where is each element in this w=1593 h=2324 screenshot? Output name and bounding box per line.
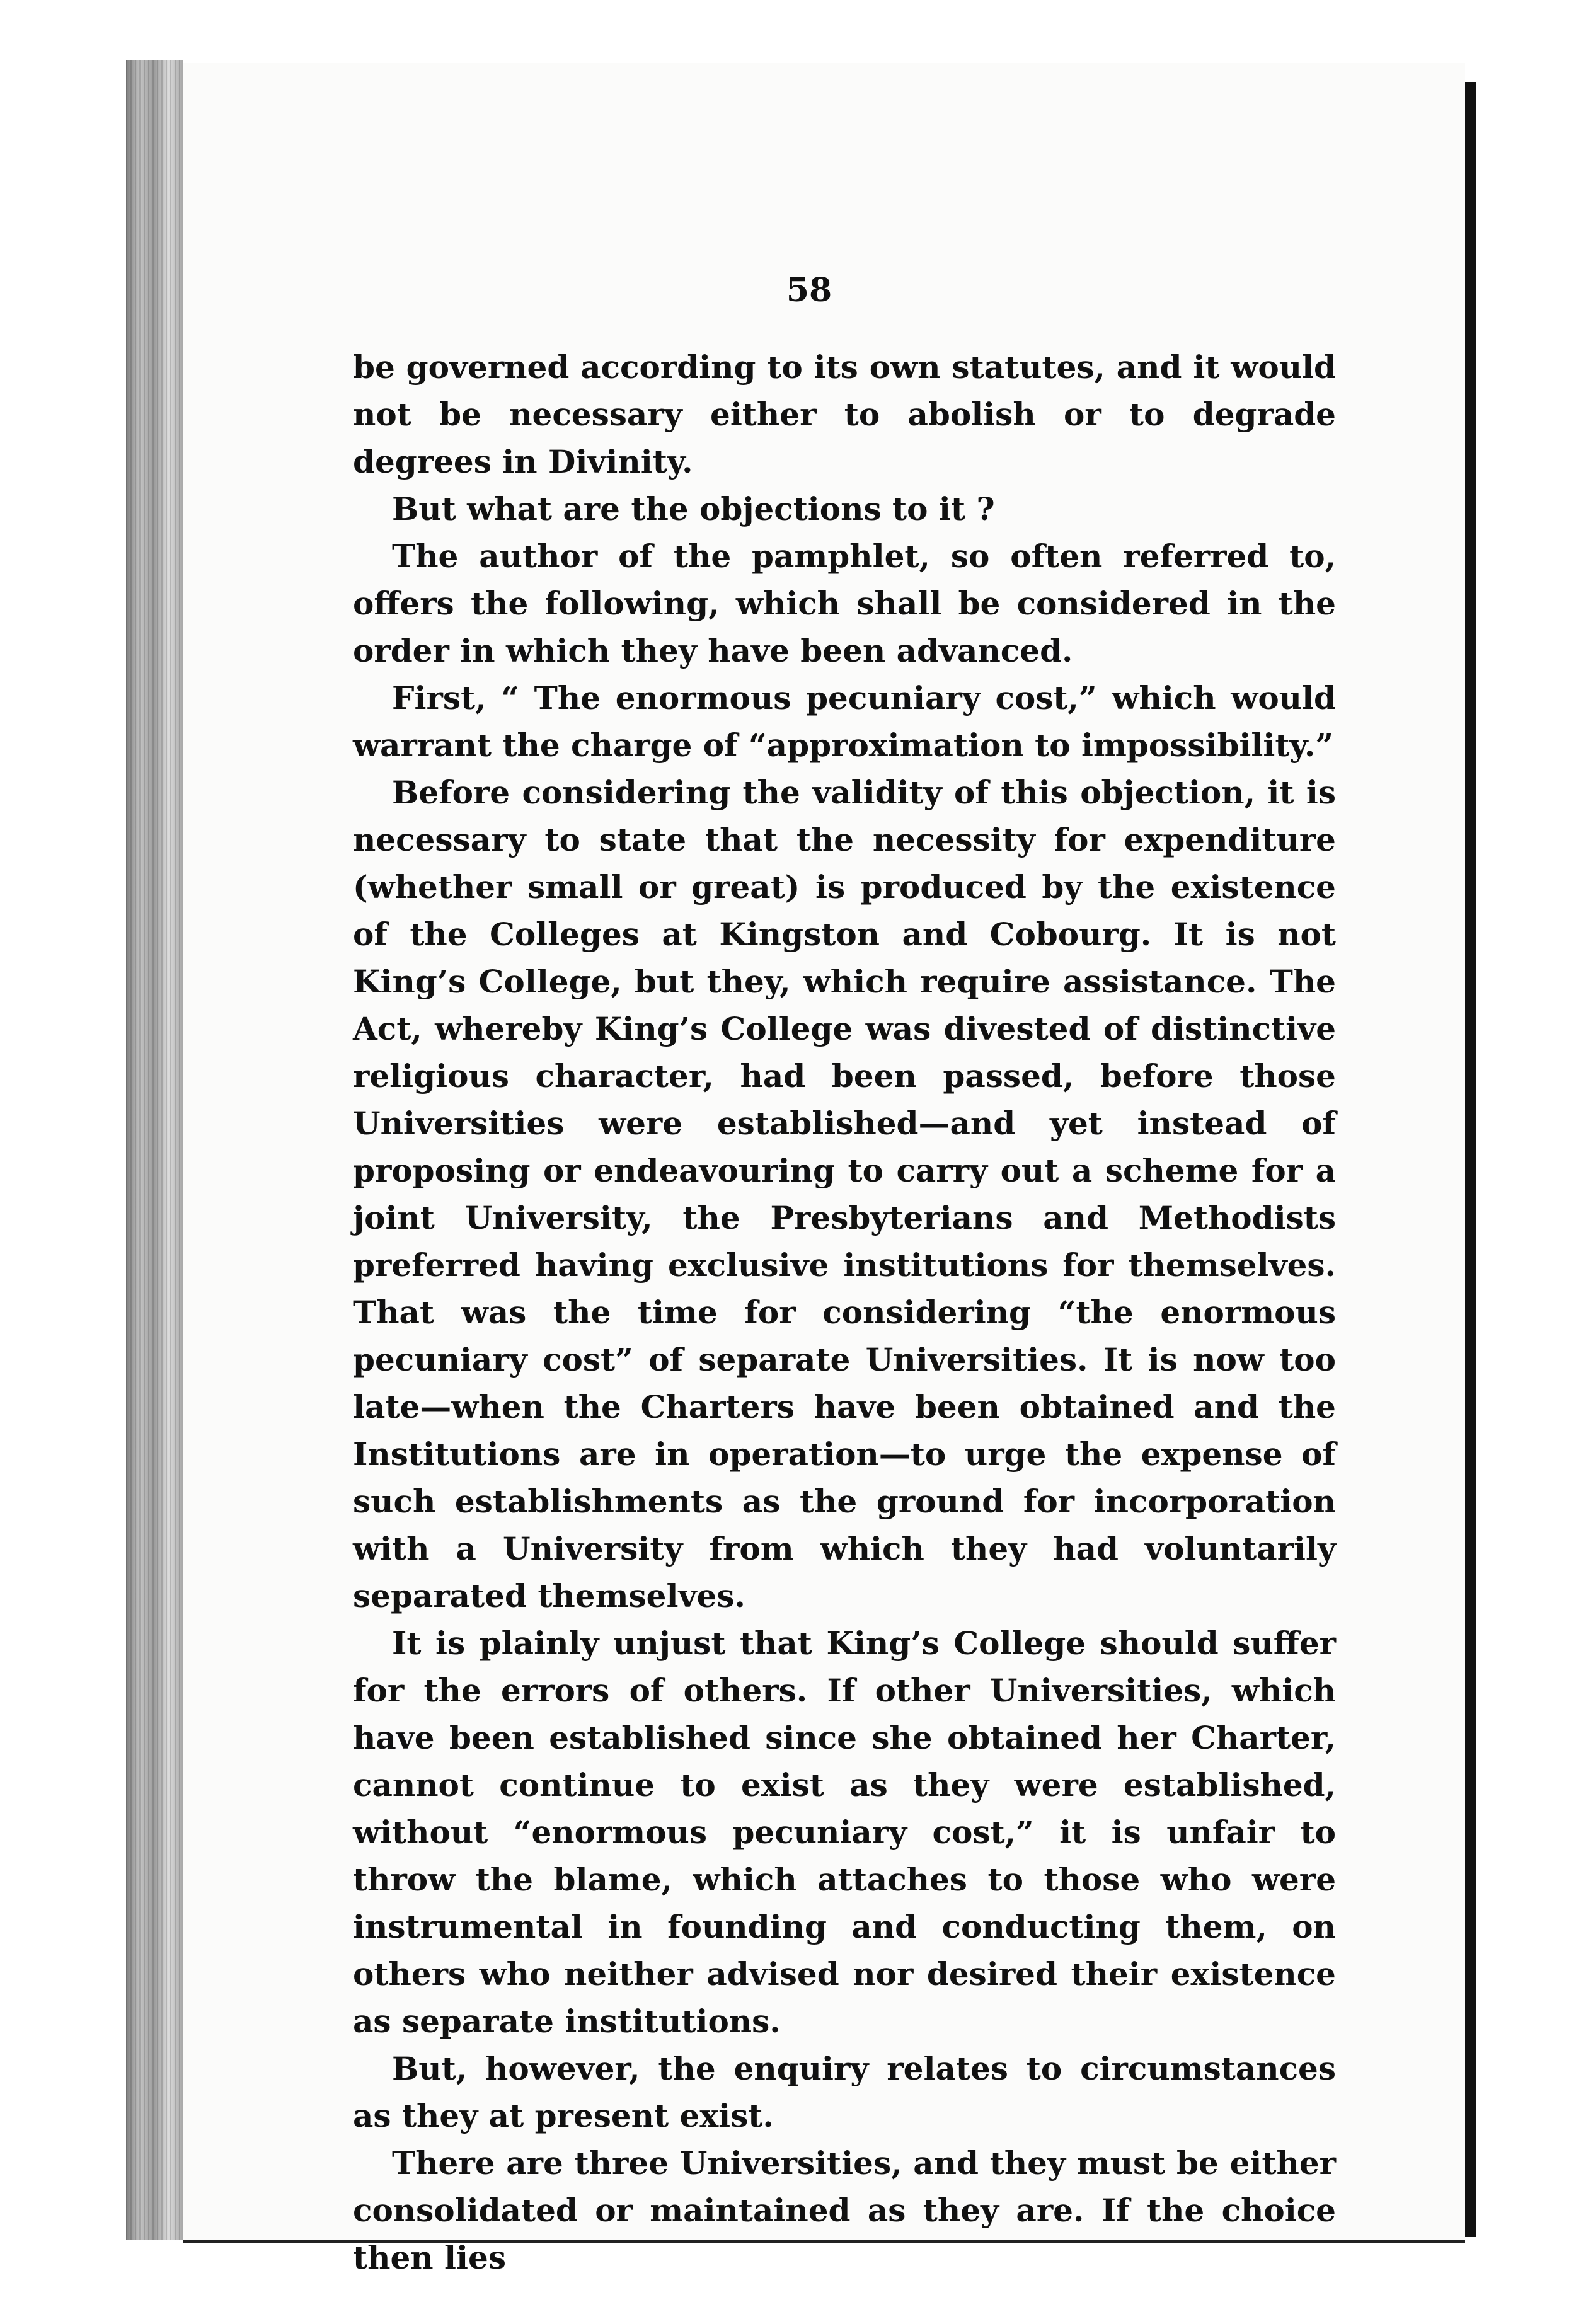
- scan-border: [1465, 82, 1476, 2237]
- paragraph: But, however, the enquiry relates to circumstances as they at present exist.: [353, 2050, 1336, 2134]
- paragraph: The author of the pamphlet, so often referred to, offers the following, which shall be considered in the order in which they have been advanced.: [353, 538, 1336, 669]
- paragraph: There are three Universities, and they must be either consolidated or maintained as they are. If the choice then lies: [353, 2144, 1336, 2276]
- paragraph: But what are the objections to it ?: [392, 490, 995, 527]
- paragraph: Before considering the validity of this objection, it is necessary to state that the necessity for expenditure (whether small or great) is produced by the existence of the Colleges at Kingston and Cobourg. It is not King’s College, but they, which require assistance. The Act, whereby King’s College was divested of distinctive religious character, had been passed, before those Universities were established—and yet instead of proposing or endeavouring to carry out a scheme for a joint University, the Presbyterians and Methodists preferred having exclusive institutions for themselves. That was the time for considering “the enormous pecuniary cost” of separate Universities. It is now too late—when the Charters have been obtained and the Institutions are in operation—to urge the expense of such establishments as the ground for incorporation with a University from which they had voluntarily separated themselves.: [353, 774, 1336, 1614]
- paragraph: It is plainly unjust that King’s College should suffer for the errors of others. If other Universities, which have been established since she obtained her Charter, cannot continue to exist as they were established, without “enormous pecuniary cost,” it is unfair to throw the blame, which attaches to those who were instrumental in founding and conducting them, on others who neither advised nor desired their existence as separate institutions.: [353, 1625, 1336, 2040]
- paragraph: First, “ The enormous pecuniary cost,” which would warrant the charge of “approximation to impossibility.”: [353, 679, 1336, 764]
- page-number: 58: [786, 271, 832, 309]
- scan-margin: [1476, 82, 1593, 2237]
- paragraph: be governed according to its own statutes, and it would not be necessary either to abolish or to degrade degrees in Divinity.: [353, 348, 1336, 480]
- book-page-edge: [126, 60, 183, 2240]
- page-body-text: [353, 343, 1336, 2281]
